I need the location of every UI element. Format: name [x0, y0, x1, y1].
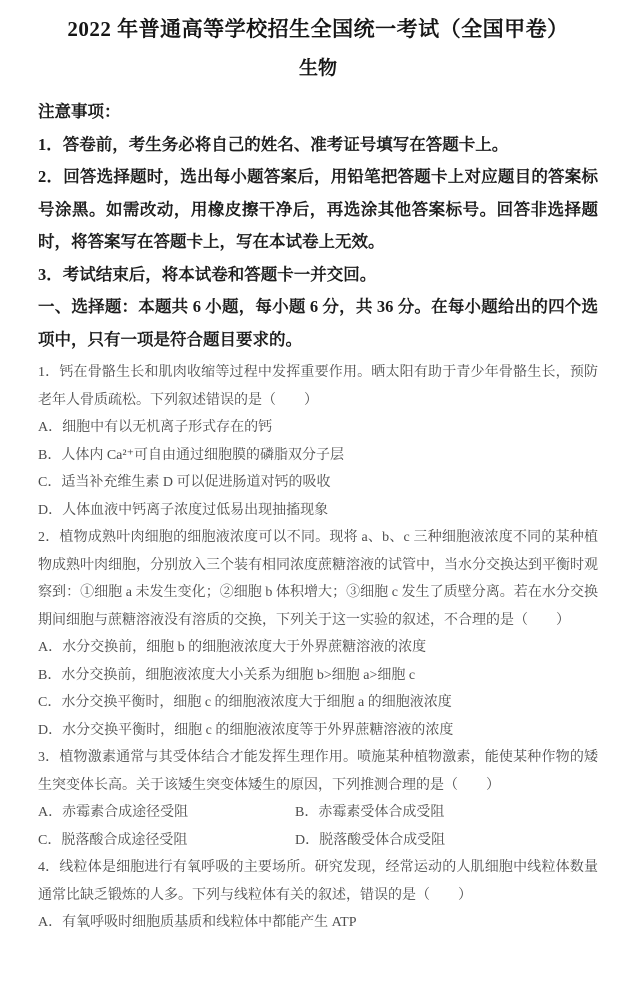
notice-item-1: 1．答卷前，考生务必将自己的姓名、准考证号填写在答题卡上。	[38, 134, 509, 154]
question-3	[38, 744, 598, 854]
question-1	[38, 359, 598, 524]
notice-heading: 注意事项：	[38, 102, 121, 121]
question-2-option-d: D．水分交换平衡时，细胞 c 的细胞液浓度等于外界蔗糖溶液的浓度	[38, 722, 454, 738]
question-1-option-c: C．适当补充维生素 D 可以促进肠道对钙的吸收	[38, 475, 331, 490]
question-1-option-a: A．细胞中有以无机离子形式存在的钙	[38, 420, 273, 435]
section-heading: 一、选择题：本题共 6 小题，每小题 6 分，共 36 分。在每小题给出的四个选项中，只有一项是符合题目要求的。	[38, 297, 598, 349]
question-2	[38, 524, 598, 744]
question-4-option-a: A．有氧呼吸时细胞质基质和线粒体中都能产生 ATP	[38, 915, 357, 930]
question-1-option-d: D．人体血液中钙离子浓度过低易出现抽搐现象	[38, 502, 329, 518]
question-3-option-b: B．赤霉素受体合成受阻	[295, 805, 445, 820]
question-3-option-grid	[38, 799, 598, 854]
question-2-option-b: B．水分交换前，细胞液浓度大小关系为细胞 b>细胞 a>细胞 c	[38, 667, 416, 683]
question-2-option-c: C．水分交换平衡时，细胞 c 的细胞液浓度大于细胞 a 的细胞液浓度	[38, 695, 452, 710]
page-title: 2022 年普通高等学校招生全国统一考试（全国甲卷）	[67, 17, 569, 41]
question-3-option-d: D．脱落酸受体合成受阻	[295, 832, 446, 848]
question-3-stem: 3．植物激素通常与其受体结合才能发挥生理作用。喷施某种植物激素，能使某种作物的矮生突变体长高。关于该矮生突变体矮生的原因，下列推测合理的是（ ）	[38, 750, 598, 793]
question-2-stem: 2．植物成熟叶肉细胞的细胞液浓度可以不同。现将 a、b、c 三种细胞液浓度不同的某种植物成熟叶肉细胞，分别放入三个装有相同浓度蔗糖溶液的试管中，当水分交换达到平衡时观察到：①细胞 a 未发生变化；②细胞 b 体积增大；③细胞 c 发生了质壁分离。若在水分交换期间细胞与蔗糖溶液没有溶质的交换，下列关于这一实验的叙述，不合理的是（ ）	[38, 530, 598, 628]
question-1-option-b: B．人体内 Ca²⁺可自由通过细胞膜的磷脂双分子层	[38, 447, 344, 463]
question-list	[38, 359, 598, 937]
question-3-option-c: C．脱落酸合成途径受阻	[38, 832, 188, 848]
notice-item-2: 2．回答选择题时，选出每小题答案后，用铅笔把答题卡上对应题目的答案标号涂黑。如需改动，用橡皮擦干净后，再选涂其他答案标号。回答非选择题时，将答案写在答题卡上，写在本试卷上无效。	[38, 167, 598, 251]
page-subject: 生物	[298, 58, 337, 79]
question-4-stem: 4．线粒体是细胞进行有氧呼吸的主要场所。研究发现，经常运动的人肌细胞中线粒体数量通常比缺乏锻炼的人多。下列与线粒体有关的叙述，错误的是（ ）	[38, 860, 598, 903]
notice-item-3: 3．考试结束后，将本试卷和答题卡一并交回。	[38, 264, 377, 284]
question-4	[38, 854, 598, 937]
notice-section	[38, 96, 598, 291]
question-3-option-a: A．赤霉素合成途径受阻	[38, 805, 189, 820]
question-2-option-a: A．水分交换前，细胞 b 的细胞液浓度大于外界蔗糖溶液的浓度	[38, 640, 427, 655]
question-1-stem: 1．钙在骨骼生长和肌肉收缩等过程中发挥重要作用。晒太阳有助于青少年骨骼生长，预防老年人骨质疏松。下列叙述错误的是（ ）	[38, 365, 598, 408]
